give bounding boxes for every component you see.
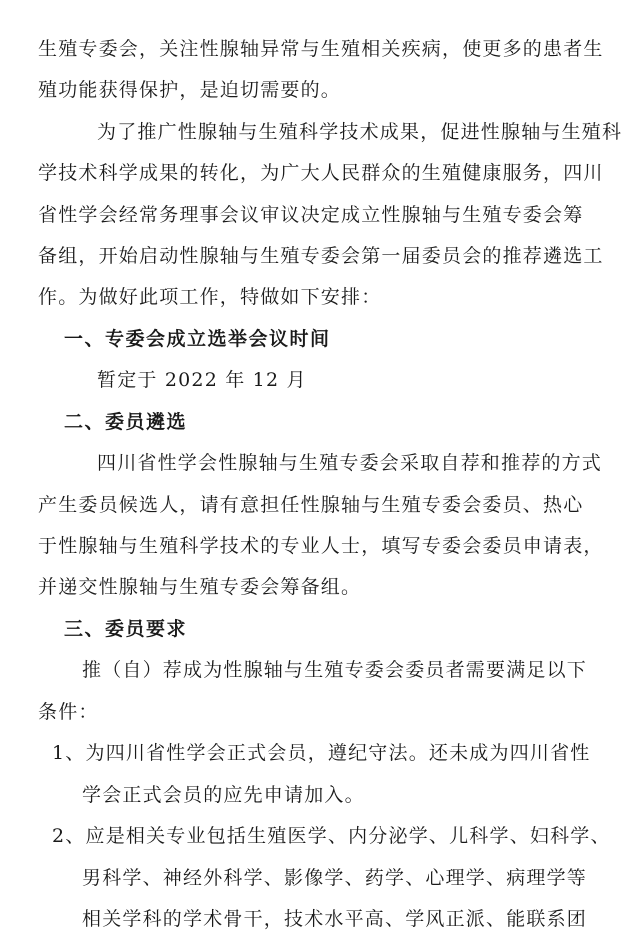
paragraph-line: 生殖专委会，关注性腺轴异常与生殖相关疾病，使更多的患者生 bbox=[38, 38, 604, 60]
paragraph-line: 推（自）荐成为性腺轴与生殖专委会委员者需要满足以下 bbox=[82, 659, 588, 681]
paragraph-line: 条件： bbox=[38, 701, 99, 723]
paragraph-line: 于性腺轴与生殖科学技术的专业人士，填写专委会委员申请表， bbox=[38, 535, 604, 557]
paragraph-line: 省性学会经常务理事会议审议决定成立性腺轴与生殖专委会筹 bbox=[38, 204, 584, 226]
paragraph-line: 备组，开始启动性腺轴与生殖专委会第一届委员会的推荐遴选工 bbox=[38, 245, 604, 267]
list-item-1-continuation: 学会正式会员的应先申请加入。 bbox=[82, 784, 365, 806]
paragraph-line: 殖功能获得保护，是迫切需要的。 bbox=[38, 79, 342, 101]
paragraph-line: 为了推广性腺轴与生殖科学技术成果，促进性腺轴与生殖科 bbox=[97, 121, 623, 143]
paragraph-line: 暂定于 2022 年 12 月 bbox=[97, 369, 307, 391]
list-item-2-continuation: 男科学、神经外科学、影像学、药学、心理学、病理学等 bbox=[82, 867, 588, 889]
paragraph-line: 学技术科学成果的转化，为广大人民群众的生殖健康服务，四川 bbox=[38, 162, 604, 184]
list-item-2-continuation: 相关学科的学术骨干，技术水平高、学风正派、能联系团 bbox=[82, 908, 588, 930]
section-heading-meeting-time: 一、专委会成立选举会议时间 bbox=[64, 328, 331, 350]
list-item-2: 2、应是相关专业包括生殖医学、内分泌学、儿科学、妇科学、 bbox=[52, 825, 611, 847]
section-heading-member-requirements: 三、委员要求 bbox=[64, 618, 188, 640]
paragraph-line: 作。为做好此项工作，特做如下安排： bbox=[38, 286, 382, 308]
paragraph-line: 四川省性学会性腺轴与生殖专委会采取自荐和推荐的方式 bbox=[97, 452, 603, 474]
section-heading-member-selection: 二、委员遴选 bbox=[64, 411, 188, 433]
list-item-1: 1、为四川省性学会正式会员，遵纪守法。还未成为四川省性 bbox=[52, 742, 591, 764]
paragraph-line: 并递交性腺轴与生殖专委会筹备组。 bbox=[38, 576, 362, 598]
paragraph-line: 产生委员候选人，请有意担任性腺轴与生殖专委会委员、热心 bbox=[38, 494, 584, 516]
